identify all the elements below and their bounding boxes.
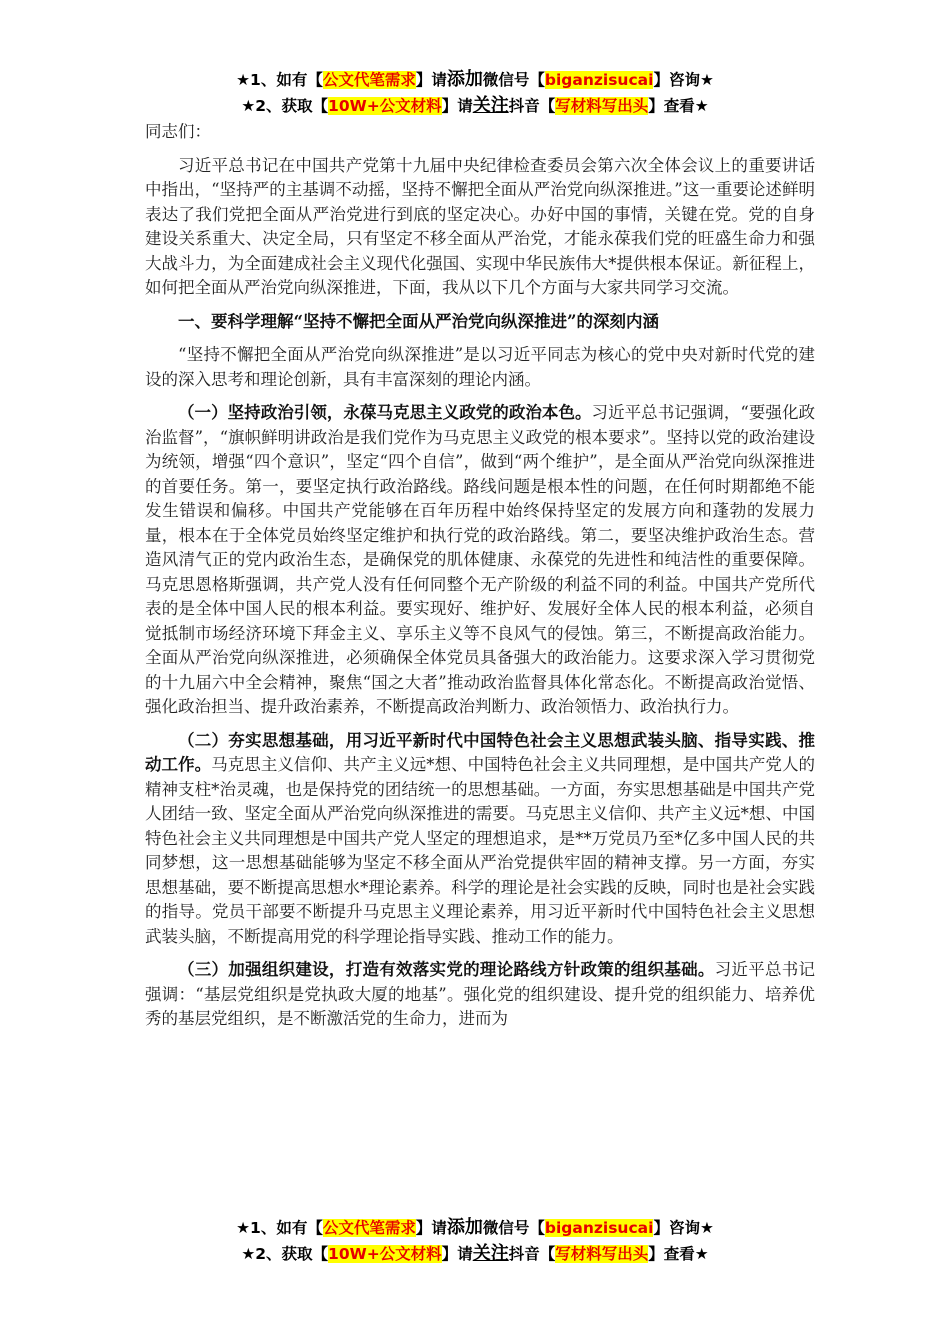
- wechat-id-highlight: biganzisucai: [544, 71, 654, 89]
- greeting: 同志们：: [145, 122, 211, 141]
- footer-promo-line-1: ★1、如有【公文代笔需求】请添加微信号【biganzisucai】咨询★: [236, 1217, 714, 1238]
- douyin-id-highlight: 写材料写出头: [555, 1245, 649, 1263]
- promo-highlight: 公文代笔需求: [322, 71, 416, 89]
- subsection-3-text: 习近平总书记强调：“基层党组织是党执政大厦的地基”。强化党的组织建设、提升党的组织能力、培养优秀的基层党组织，是不断激活党的生命力，进而为: [145, 960, 816, 1028]
- header-promo-line-2: ★2、获取【10W+公文材料】请关注抖音【写材料写出头】查看★: [241, 95, 709, 116]
- wechat-id-highlight: biganzisucai: [544, 1219, 654, 1237]
- subsection-1-title: （一）坚持政治引领，永葆马克思主义政党的政治本色。: [178, 403, 592, 422]
- subsection-1-text: 习近平总书记强调，“要强化政治监督”，“旗帜鲜明讲政治是我们党作为马克思主义政党的根本要求”。坚持以党的政治建设为统领，增强“四个意识”，坚定“四个自信”，做到“两个维护”，是全面从严治党向纵深推进的首要任务。第一，要坚定执行政治路线。路线问题是根本性的问题，在任何时期都绝不能发生错误和偏移。中国共产党能够在百年历程中始终保持坚定的发展方向和蓬勃的发展力量，根本在于全体党员始终坚定维护和执行党的政治路线。第二，要坚决维护政治生态。营造风清气正的党内政治生态，是确保党的肌体健康、永葆党的先进性和纯洁性的重要保障。马克思恩格斯强调，共产党人没有任何同整个无产阶级的利益不同的利益。中国共产党所代表的是全体中国人民的根本利益。要实现好、维护好、发展好全体人民的根本利益，必须自觉抵制市场经济环境下拜金主义、享乐主义等不良风气的侵蚀。第三，不断提高政治能力。全面从严治党向纵深推进，必须确保全体党员具备强大的政治能力。这要求深入学习贯彻党的十九届六中全会精神，聚焦“国之大者”推动政治监督具体化常态化。不断提高政治觉悟、强化政治担当、提升政治素养，不断提高政治判断力、政治领悟力、政治执行力。: [145, 403, 816, 716]
- section-heading-1: 一、要科学理解“坚持不懈把全面从严治党向纵深推进”的深刻内涵: [178, 311, 659, 331]
- promo-highlight: 10W+公文材料: [328, 97, 442, 115]
- footer-promo-line-2: ★2、获取【10W+公文材料】请关注抖音【写材料写出头】查看★: [241, 1243, 709, 1264]
- promo-highlight: 公文代笔需求: [322, 1219, 416, 1237]
- subsection-2-text: 马克思主义信仰、共产主义远*想、中国特色社会主义共同理想，是中国共产党人的精神支柱*治灵魂，也是保持党的团结统一的思想基础。一方面，夯实思想基础是中国共产党人团结一致、坚定全面从严治党向纵深推进的需要。马克思主义信仰、共产主义远*想、中国特色社会主义共同理想是中国共产党人坚定的理想追求，是**万党员乃至*亿多中国人民的共同梦想，这一思想基础能够为坚定不移全面从严治党提供牢固的精神支撑。另一方面，夯实思想基础，要不断提高思想水*理论素养。科学的理论是社会实践的反映，同时也是社会实践的指导。党员干部要不断提升马克思主义理论素养，用习近平新时代中国特色社会主义思想武装头脑，不断提高用党的科学理论指导实践、推动工作的能力。: [145, 755, 816, 946]
- subsection-1: [145, 401, 815, 720]
- paragraph-1: “坚持不懈把全面从严治党向纵深推进”是以习近平同志为核心的党中央对新时代党的建设的深入思考和理论创新，具有丰富深刻的理论内涵。: [145, 345, 815, 389]
- douyin-id-highlight: 写材料写出头: [555, 97, 649, 115]
- subsection-2-title: （二）夯实思想基础，用习近平新时代中国特色社会主义思想武装头脑、指导实践、推动工作。: [145, 730, 815, 774]
- promo-highlight: 10W+公文材料: [328, 1245, 442, 1263]
- document-body: [145, 120, 815, 1032]
- subsection-3: [145, 958, 815, 1032]
- header-promo-line-1: ★1、如有【公文代笔需求】请添加微信号【biganzisucai】咨询★: [236, 69, 714, 90]
- intro-paragraph: 习近平总书记在中国共产党第十九届中央纪律检查委员会第六次全体会议上的重要讲话中指出，“坚持严的主基调不动摇，坚持不懈把全面从严治党向纵深推进。”这一重要论述鲜明表达了我们党把全面从严治党进行到底的坚定决心。办好中国的事情，关键在党。党的自身建设关系重大、决定全局，只有坚定不移全面从严治党，才能永葆我们党的旺盛生命力和强大战斗力，为全面建成社会主义现代化强国、实现中华民族伟大*提供根本保证。新征程上，如何把全面从严治党向纵深推进，下面，我从以下几个方面与大家共同学习交流。: [145, 155, 815, 297]
- subsection-2: [145, 729, 815, 950]
- subsection-3-title: （三）加强组织建设，打造有效落实党的理论路线方针政策的组织基础。: [178, 960, 715, 979]
